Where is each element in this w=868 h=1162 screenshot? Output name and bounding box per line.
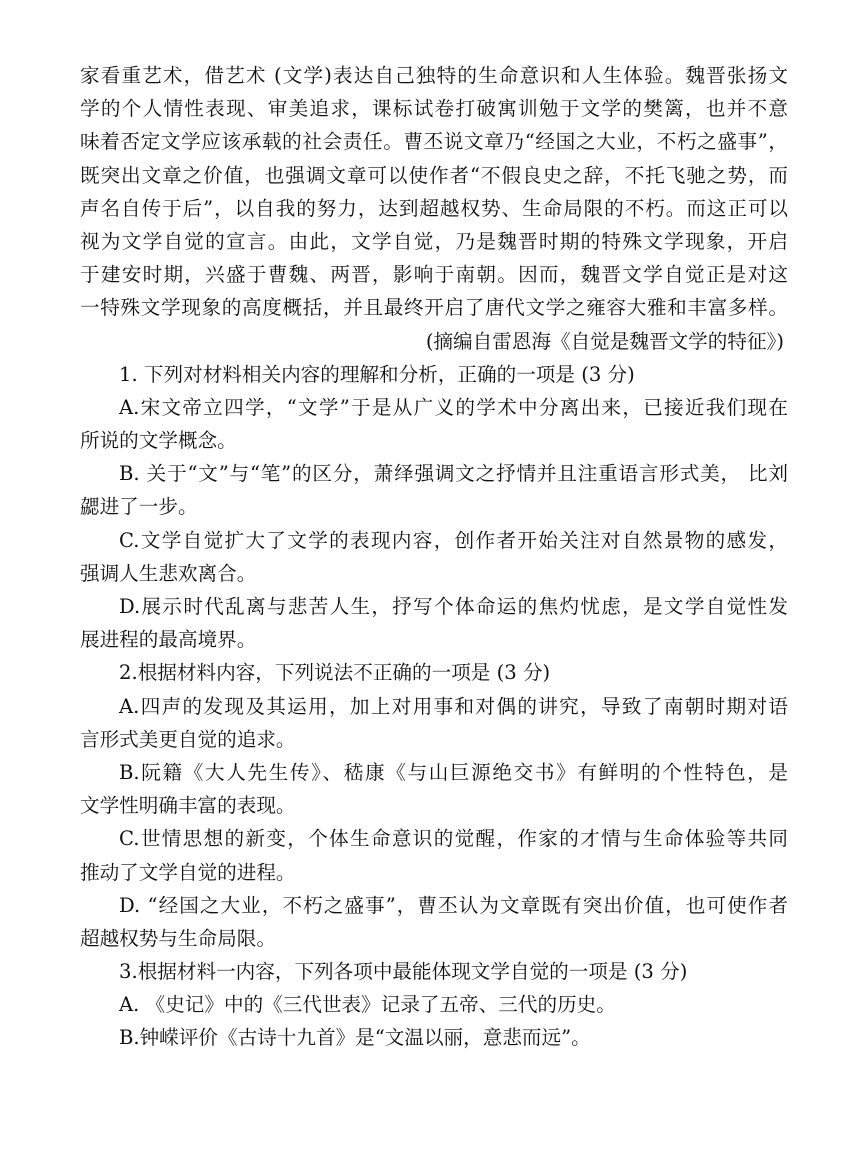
option-d: D.展示时代乱离与悲苦人生，抒写个体命运的焦灼忧虑，是文学自觉性发 [119,595,788,618]
option-c: C.文学自觉扩大了文学的表现内容，创作者开始关注对自然景物的感发， [119,528,788,552]
question-3 [80,955,788,1055]
passage-line: 味着否定文学应该承载的社会责任。曹丕说文章乃“经国之大业，不朽之盛事”， [80,130,788,154]
option-a: A.宋文帝立四学，“文学”于是从广义的学术中分离出来，已接近我们现在 [119,395,788,419]
exam-page [80,59,788,1055]
option-c-continued: 推动了文学自觉的进程。 [80,860,296,884]
option-c-continued: 强调人生悲欢离合。 [80,561,257,585]
passage-line: 既突出文章之价值，也强调文章可以使作者“不假良史之辞，不托飞驰之势，而 [80,163,788,187]
passage-line: 一特殊文学现象的高度概括，并且最终开启了唐代文学之雍容大雅和丰富多样。 [80,296,788,320]
passage-line: 家看重艺术，借艺术 (文学)表达自己独特的生命意识和人生体验。魏晋张扬文 [80,64,788,87]
question-stem: 2.根据材料内容，下列说法不正确的一项是 (3 分) [119,661,551,685]
passage-line: 声名自传于后”，以自我的努力，达到超越权势、生命局限的不朽。而这正可以 [80,196,788,220]
question-1 [80,358,788,657]
option-b: B. 关于“文”与“笔”的区分，萧绎强调文之抒情并且注重语言形式美， 比刘 [119,462,788,486]
option-a: A. 《史记》中的《三代世表》记录了五帝、三代的历史。 [119,993,616,1017]
source-citation: (摘编自雷恩海《自觉是魏晋文学的特征》) [425,329,784,353]
passage-line: 于建安时期，兴盛于曹魏、两晋，影响于南朝。因而，魏晋文学自觉正是对这 [80,263,788,287]
option-d-continued: 展进程的最高境界。 [80,628,257,652]
option-a: A.四声的发现及其运用，加上对用事和对偶的讲究，导致了南朝时期对语 [119,694,788,718]
option-a-continued: 所说的文学概念。 [80,429,237,453]
reading-passage [80,59,788,358]
question-stem: 1. 下列对材料相关内容的理解和分析，正确的一项是 (3 分) [119,362,635,386]
option-a-continued: 言形式美更自觉的追求。 [80,727,296,751]
option-b-continued: 勰进了一步。 [80,495,198,519]
option-d-continued: 超越权势与生命局限。 [80,926,276,950]
option-c: C.世情思想的新变，个体生命意识的觉醒，作家的才情与生命体验等共同 [119,827,788,851]
option-b: B.钟嵘评价《古诗十九首》是“文温以丽，意悲而远”。 [119,1026,591,1050]
option-b-continued: 文学性明确丰富的表现。 [80,794,296,818]
option-d: D. “经国之大业，不朽之盛事”，曹丕认为文章既有突出价值，也可使作者 [119,893,788,917]
question-2 [80,656,788,955]
passage-line: 学的个人情性表现、审美追求，课标试卷打破寓训勉于文学的樊篱，也并不意 [80,97,788,121]
question-stem: 3.根据材料一内容，下列各项中最能体现文学自觉的一项是 (3 分) [119,960,688,984]
passage-line: 视为文学自觉的宣言。由此，文学自觉，乃是魏晋时期的特殊文学现象，开启 [80,229,788,253]
option-b: B.阮籍《大人先生传》、嵇康《与山巨源绝交书》有鲜明的个性特色，是 [119,760,788,784]
